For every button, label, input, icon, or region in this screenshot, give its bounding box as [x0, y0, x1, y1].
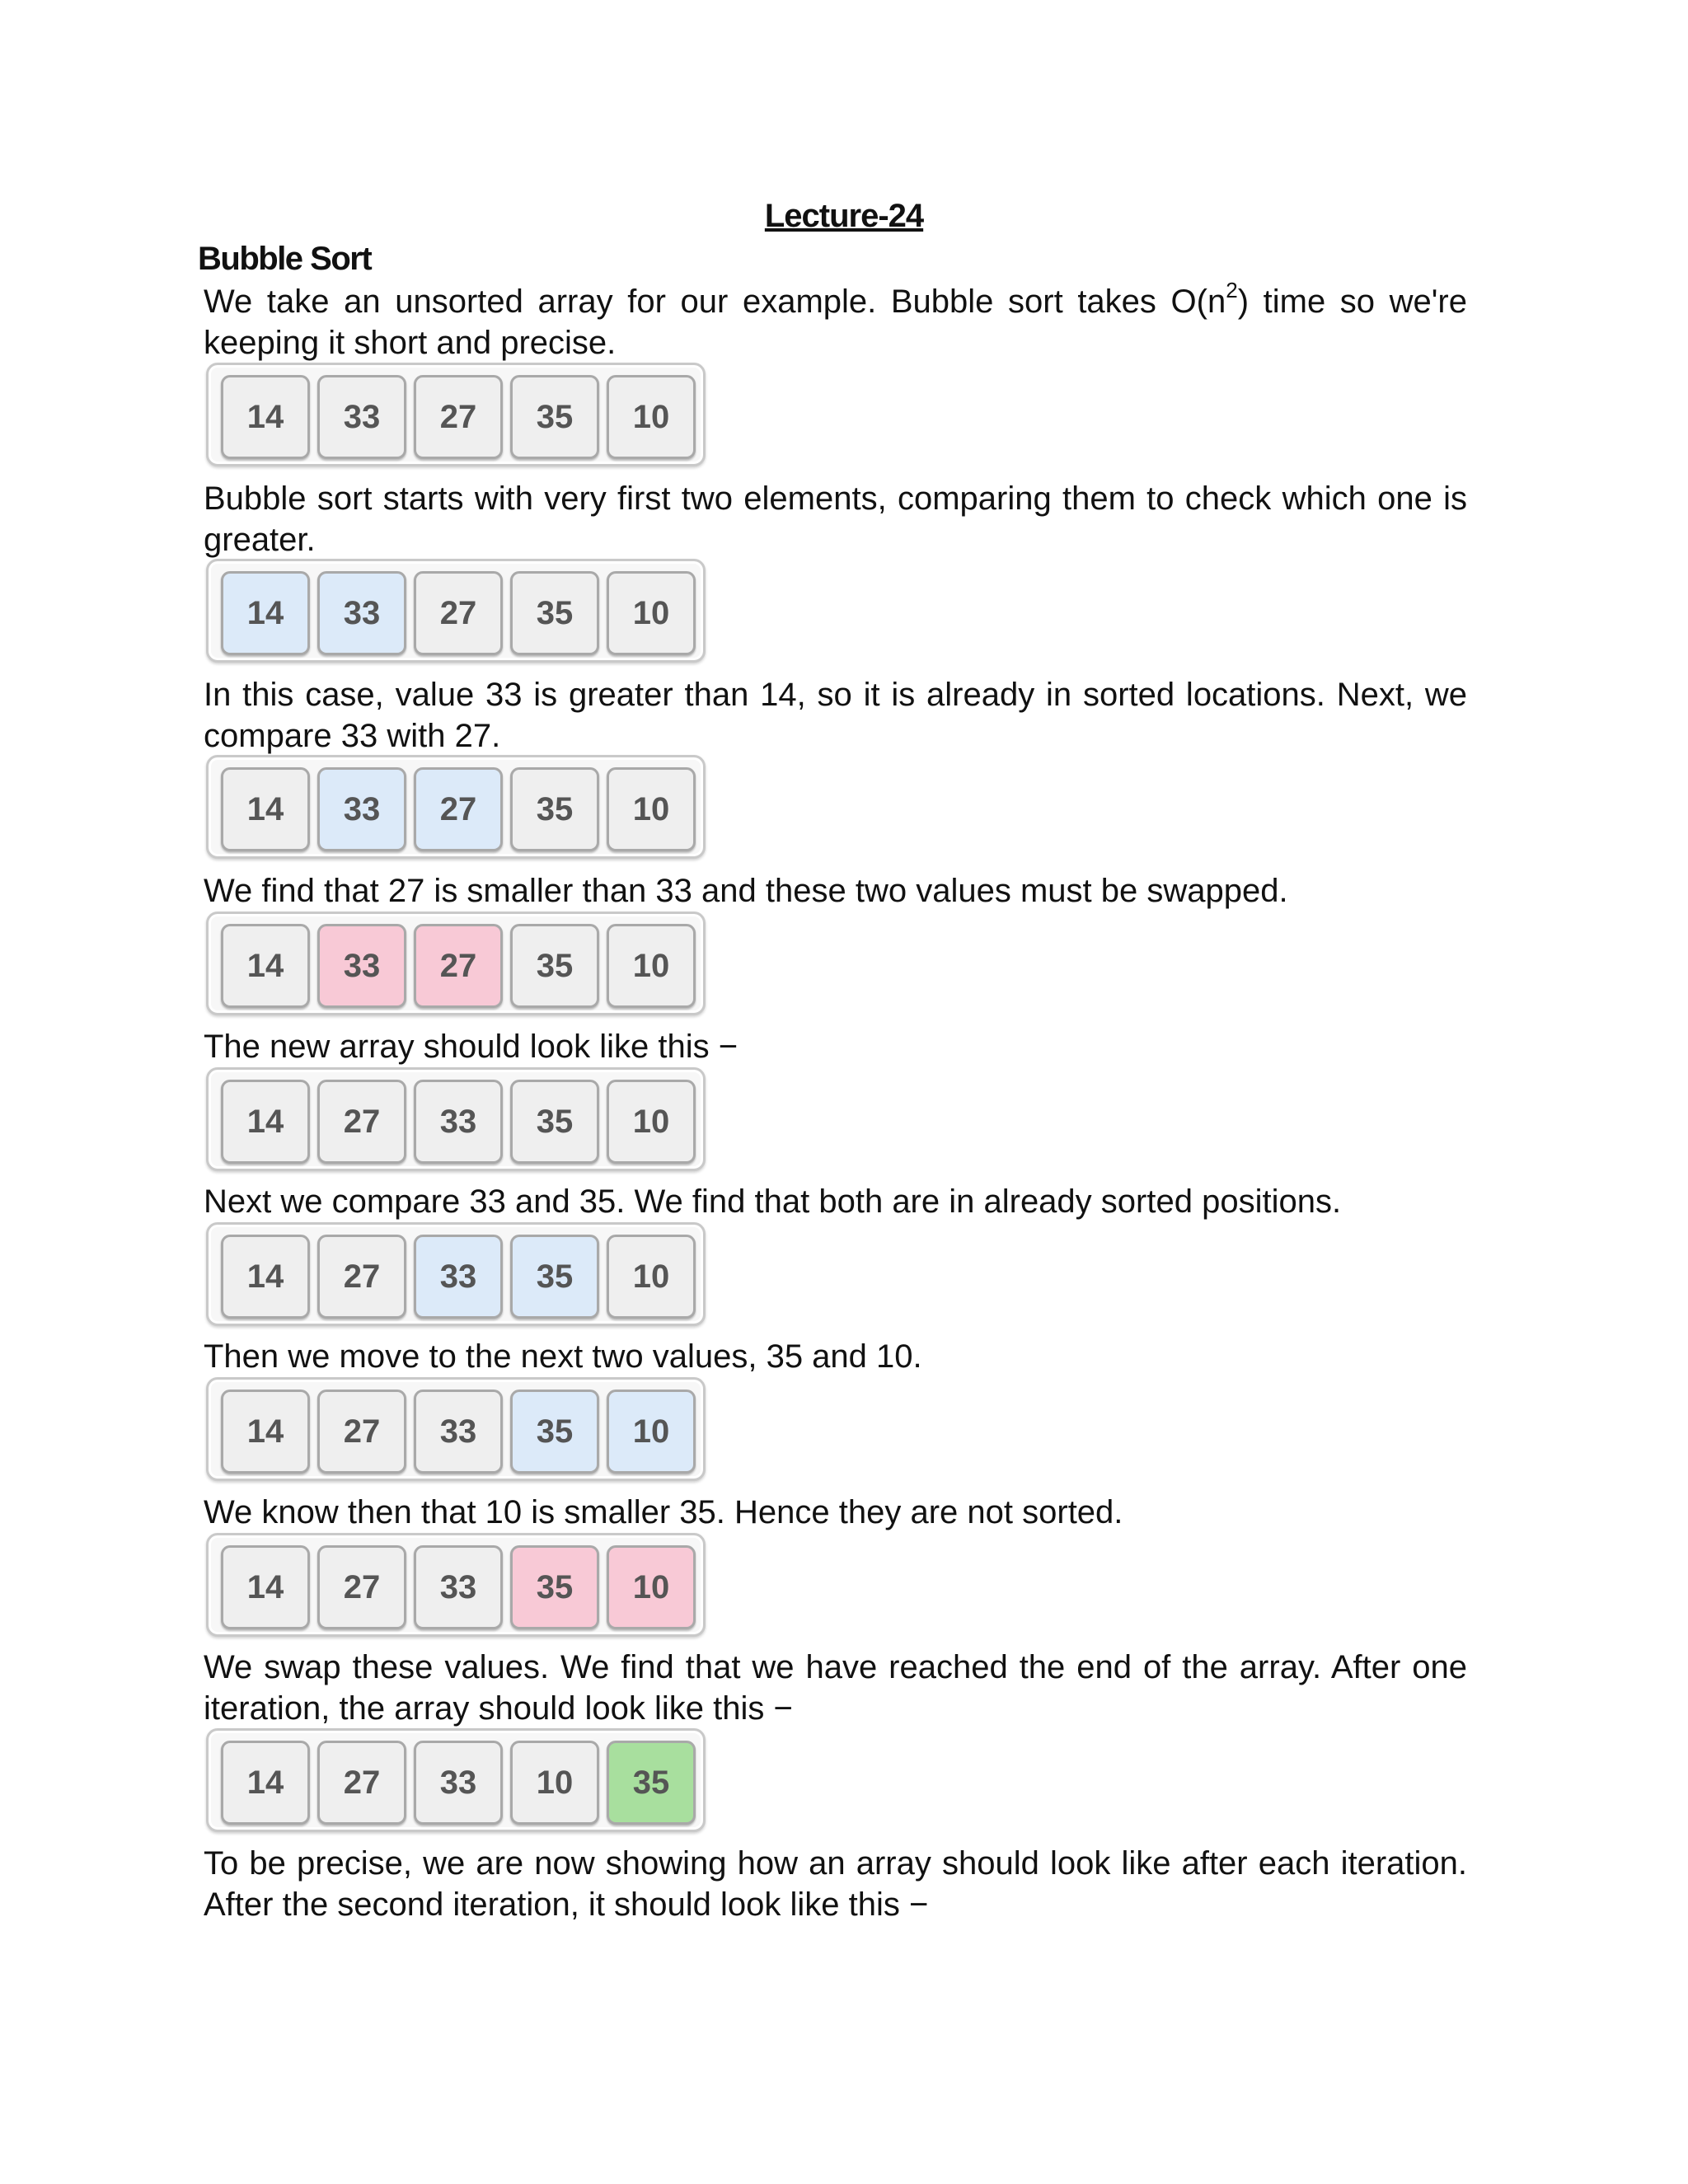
array-diagram — [206, 912, 706, 1015]
array-cell: 27 — [414, 571, 503, 655]
array-cell: 10 — [607, 1390, 696, 1474]
array-diagram — [206, 1533, 706, 1637]
array-cell: 35 — [510, 1080, 599, 1164]
array-cell: 27 — [317, 1080, 406, 1164]
array-cell: 14 — [221, 1545, 310, 1629]
paragraph-not-sorted: We know then that 10 is smaller 35. Hence they are not sorted. — [204, 1494, 1123, 1530]
paragraph-compare-33-35: Next we compare 33 and 35. We find that both are in already sorted positions. — [204, 1183, 1342, 1220]
array-cell: 27 — [317, 1741, 406, 1825]
array-cell: 10 — [607, 924, 696, 1008]
array-cell: 35 — [510, 924, 599, 1008]
array-cell: 10 — [510, 1741, 599, 1825]
array-cell: 14 — [221, 375, 310, 459]
array-cell: 33 — [414, 1741, 503, 1825]
array-cell: 33 — [317, 375, 406, 459]
array-cell: 27 — [414, 924, 503, 1008]
array-cell: 35 — [510, 1545, 599, 1629]
paragraph-intro-text: We take an unsorted array for our example. Bubble sort takes O(n — [204, 284, 1226, 320]
array-cell: 14 — [221, 1080, 310, 1164]
array-cell: 10 — [607, 571, 696, 655]
paragraph-already-sorted: In this case, value 33 is greater than 14, so it is already in sorted locations. Next, we compare 33 with 27. — [204, 677, 1467, 754]
paragraph-end-of-array: We swap these values. We find that we have reached the end of the array. After one iteration, the array should look like this − — [204, 1649, 1467, 1727]
paragraph-must-swap: We find that 27 is smaller than 33 and these two values must be swapped. — [204, 873, 1288, 909]
paragraph-second-iteration: To be precise, we are now showing how an array should look like after each iteration. After the second iteration, it should look like this − — [204, 1845, 1467, 1923]
paragraph-intro — [204, 277, 1467, 363]
array-cell: 27 — [317, 1390, 406, 1474]
array-cell: 33 — [317, 924, 406, 1008]
paragraph-next-values: Then we move to the next two values, 35 and 10. — [204, 1338, 922, 1375]
array-diagram — [206, 363, 706, 466]
array-diagram — [206, 559, 706, 663]
array-cell: 35 — [510, 1390, 599, 1474]
array-cell: 10 — [607, 1235, 696, 1319]
superscript-exponent: 2 — [1226, 277, 1238, 302]
array-diagram — [206, 755, 706, 859]
array-cell: 14 — [221, 571, 310, 655]
array-cell: 35 — [510, 375, 599, 459]
array-cell: 27 — [414, 375, 503, 459]
array-cell: 35 — [607, 1741, 696, 1825]
array-cell: 10 — [607, 1545, 696, 1629]
array-cell: 33 — [317, 571, 406, 655]
array-cell: 33 — [414, 1235, 503, 1319]
array-cell: 27 — [414, 767, 503, 851]
array-cell: 35 — [510, 1235, 599, 1319]
section-title: Bubble Sort — [198, 241, 372, 277]
array-cell: 33 — [317, 767, 406, 851]
paragraph-compare-first: Bubble sort starts with very first two elements, comparing them to check which one is greater. — [204, 480, 1467, 558]
paragraph-intro-text-end: ) time so we're keeping it short and precise. — [204, 284, 1467, 361]
array-cell: 33 — [414, 1080, 503, 1164]
array-cell: 35 — [510, 767, 599, 851]
array-diagram — [206, 1377, 706, 1481]
array-cell: 10 — [607, 375, 696, 459]
array-cell: 14 — [221, 924, 310, 1008]
array-diagram — [206, 1728, 706, 1832]
array-cell: 14 — [221, 1390, 310, 1474]
lecture-title: Lecture-24 — [764, 198, 924, 234]
array-cell: 10 — [607, 1080, 696, 1164]
paragraph-new-array: The new array should look like this − — [204, 1029, 738, 1065]
array-cell: 10 — [607, 767, 696, 851]
array-diagram — [206, 1222, 706, 1326]
array-cell: 14 — [221, 767, 310, 851]
array-cell: 33 — [414, 1390, 503, 1474]
array-cell: 27 — [317, 1545, 406, 1629]
array-cell: 14 — [221, 1235, 310, 1319]
array-cell: 33 — [414, 1545, 503, 1629]
array-diagram — [206, 1067, 706, 1171]
array-cell: 27 — [317, 1235, 406, 1319]
array-cell: 35 — [510, 571, 599, 655]
array-cell: 14 — [221, 1741, 310, 1825]
